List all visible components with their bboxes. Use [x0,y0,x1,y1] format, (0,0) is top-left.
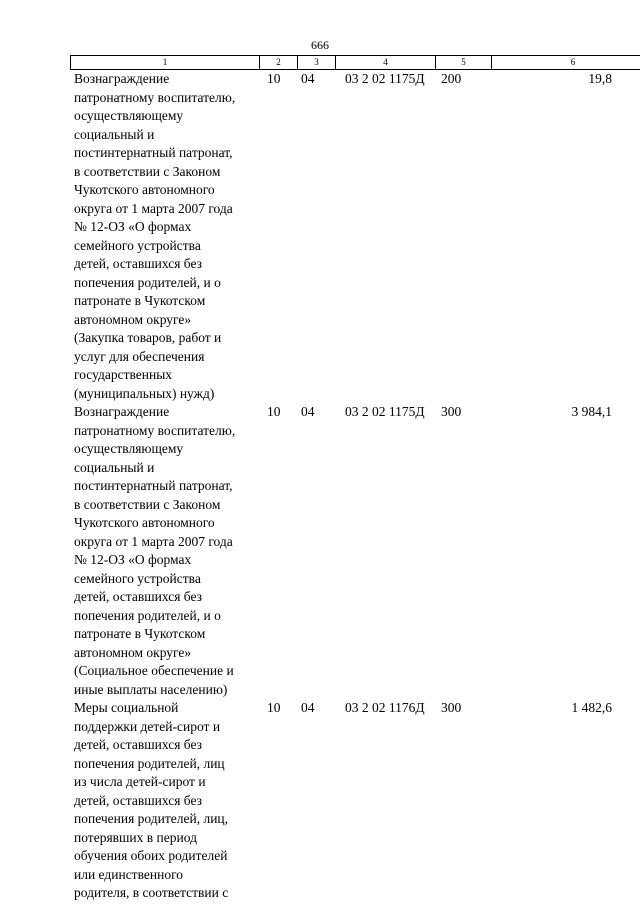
table-row [70,699,640,903]
row-target-article: 03 2 02 1175Д [345,404,425,419]
row-subsection: 04 [301,404,315,419]
table-body [70,70,640,903]
row-description: Меры социальной поддержки детей-сирот и детей, оставшихся без попечения родителей, лиц из числа детей-сирот и детей, оставшихся без попечения родителей, лиц, потерявших в период обучения обоих родителей или единственного родителя, в соответствии с [74,700,229,900]
row-target-article: 03 2 02 1175Д [345,71,425,86]
header-col-4: 4 [335,56,435,69]
row-description: Вознаграждение патронатному воспитателю, осуществляющему социальный и постинтернатный патронат, в соответствии с Законом Чукотского автономного округа от 1 марта 2007 года № 12-ОЗ «О формах семейного устройства детей, оставшихся без попечения родителей, и о патронате в Чукотском автономном округе» (Закупка товаров, работ и услуг для обеспечения государственных (муниципальных) нужд) [74,71,236,401]
table-header [70,55,640,70]
row-subsection: 04 [301,700,315,715]
row-amount: 1 482,6 [571,700,612,715]
table-row [70,403,640,699]
row-expense-type: 200 [441,71,462,86]
header-col-1: 1 [70,56,259,69]
header-col-3: 3 [297,56,335,69]
row-section: 10 [267,700,281,715]
row-section: 10 [267,71,281,86]
row-description: Вознаграждение патронатному воспитателю, осуществляющему социальный и постинтернатный патронат, в соответствии с Законом Чукотского автономного округа от 1 марта 2007 года № 12-ОЗ «О формах семейного устройства детей, оставшихся без попечения родителей, и о патронате в Чукотском автономном округе» (Социальное обеспечение и иные выплаты населению) [74,404,236,697]
row-target-article: 03 2 02 1176Д [345,700,425,715]
row-amount: 19,8 [588,71,612,86]
row-amount: 3 984,1 [571,404,612,419]
table-row [70,70,640,403]
row-subsection: 04 [301,71,315,86]
row-expense-type: 300 [441,700,462,715]
row-expense-type: 300 [441,404,462,419]
header-col-2: 2 [259,56,297,69]
header-col-5: 5 [435,56,491,69]
row-section: 10 [267,404,281,419]
page-number: 666 [311,38,329,52]
header-col-6: 6 [491,56,640,69]
